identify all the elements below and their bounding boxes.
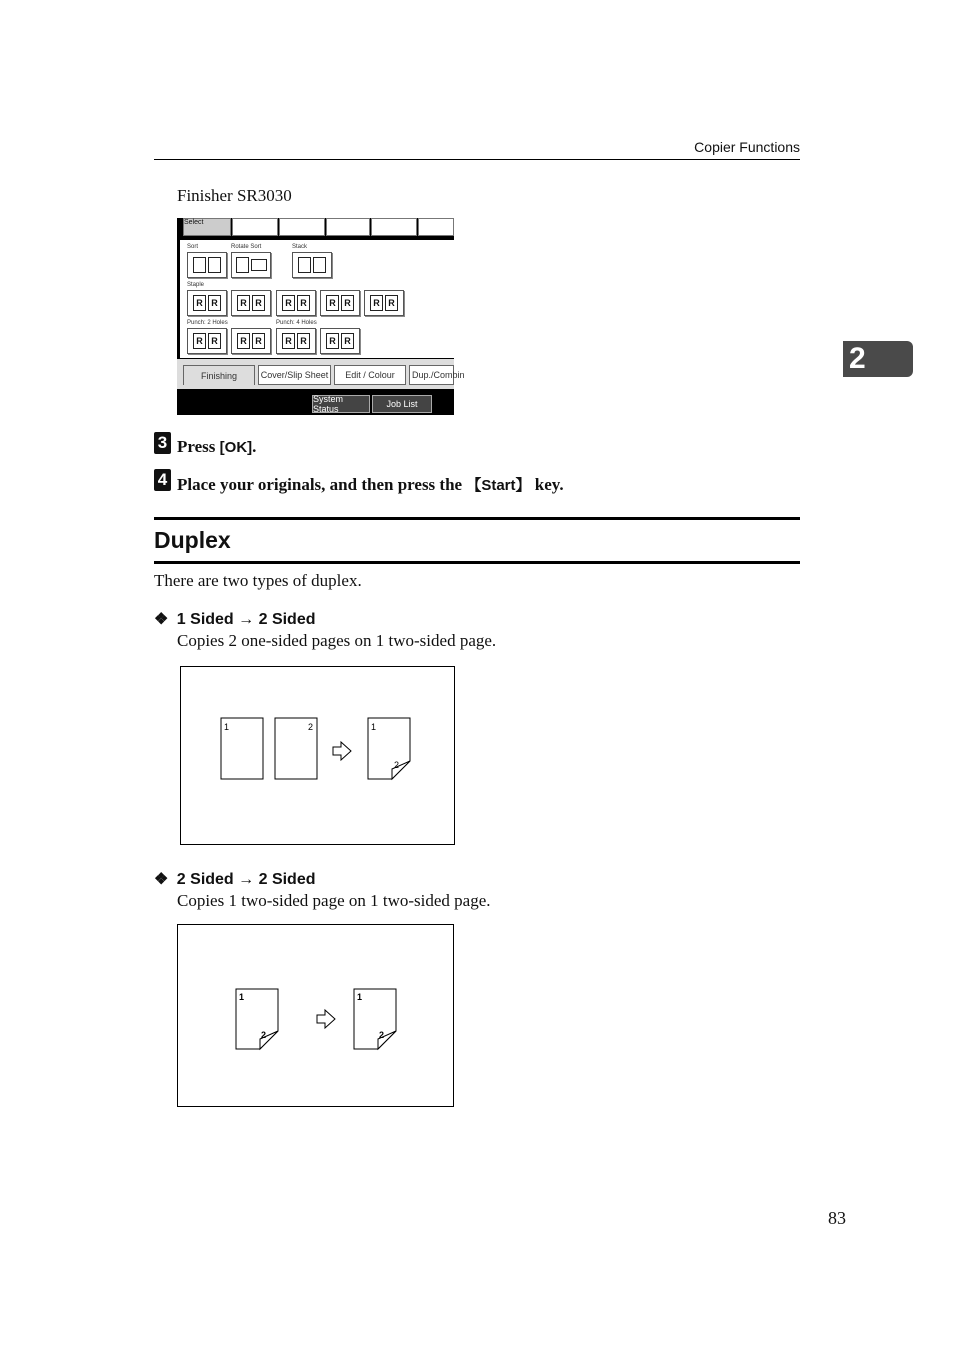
panel-top-row: [177, 218, 454, 238]
back-label: 2: [379, 1030, 385, 1040]
page-r-icon: R: [193, 333, 206, 349]
page-icon: [236, 257, 249, 273]
front-label: 1: [357, 992, 363, 1002]
page-r-icon: R: [370, 295, 383, 311]
page-r-icon: R: [326, 333, 339, 349]
page-r-icon: R: [252, 295, 265, 311]
page-r-icon: R: [208, 333, 221, 349]
chapter-number: 2: [849, 342, 866, 375]
tab-dup-combine[interactable]: Dup./Combin: [409, 365, 454, 385]
staple-option-button[interactable]: [320, 290, 360, 316]
header-rule: [154, 159, 800, 160]
page-r-icon: R: [252, 333, 265, 349]
step-text-end: key.: [530, 475, 564, 494]
section-intro: There are two types of duplex.: [154, 571, 362, 590]
page-r-icon: R: [237, 295, 250, 311]
figure-1-sided-to-2-sided: [180, 666, 455, 845]
panel-tab[interactable]: [279, 218, 325, 236]
front-label: 1: [239, 992, 245, 1002]
page-r-icon: R: [282, 333, 295, 349]
stack-button[interactable]: [292, 252, 332, 278]
page-r-icon: R: [297, 333, 310, 349]
ok-key: [OK]: [219, 439, 253, 456]
staple-label: Staple: [187, 282, 205, 288]
start-key: 【Start】: [466, 477, 531, 494]
page-r-icon: R: [282, 295, 295, 311]
punch-option-button[interactable]: [231, 328, 271, 354]
page-icon: [298, 257, 311, 273]
staple-option-button[interactable]: [364, 290, 404, 316]
system-status-button[interactable]: System Status: [312, 395, 370, 413]
item-2-heading: [154, 869, 316, 889]
punch-option-button[interactable]: [320, 328, 360, 354]
page-label-1: 1: [224, 722, 230, 732]
chapter-tab: [843, 341, 913, 377]
figure-caption: Finisher SR3030: [177, 186, 292, 205]
section-rule-bottom: [154, 561, 800, 564]
staple-option-button[interactable]: [231, 290, 271, 316]
running-header: Copier Functions: [694, 139, 800, 155]
page-label-2: 2: [308, 722, 314, 732]
sort-label: Sort: [187, 244, 199, 250]
panel-tab[interactable]: [326, 218, 370, 236]
page-r-icon: R: [341, 333, 354, 349]
page-icon: [208, 257, 221, 273]
duplex-diagram-2: [178, 925, 453, 1106]
back-label: 2: [394, 760, 400, 770]
page-r-icon: R: [385, 295, 398, 311]
back-label: 2: [261, 1030, 267, 1040]
step-3-text: [177, 437, 256, 457]
page-r-icon: R: [297, 295, 310, 311]
sort-button[interactable]: [187, 252, 227, 278]
function-tabs: [177, 359, 465, 389]
page-r-icon: R: [341, 295, 354, 311]
rotate-sort-button[interactable]: [231, 252, 271, 278]
select-tab[interactable]: [183, 218, 231, 236]
item-1-description: Copies 2 one-sided pages on 1 two-sided page.: [177, 631, 497, 650]
copier-panel-screenshot: [177, 218, 465, 415]
section-rule-top: [154, 517, 800, 520]
step-number: 3: [154, 432, 171, 454]
arrow-right-icon: [333, 742, 351, 760]
page-r-icon: R: [237, 333, 250, 349]
arrow-right-icon: [317, 1010, 335, 1028]
item-2-description: Copies 1 two-sided page on 1 two-sided page.: [177, 891, 491, 910]
figure-2-sided-to-2-sided: [177, 924, 454, 1107]
punch-4-holes-label: Punch: 4 Holes: [276, 320, 317, 326]
rotated-page-icon: [251, 259, 267, 271]
panel-tab[interactable]: [418, 218, 454, 236]
step-text: Place your originals, and then press the: [177, 475, 467, 494]
section-title: Duplex: [154, 527, 231, 553]
step-text: Press: [177, 437, 220, 456]
step-4-text: [177, 474, 564, 495]
staple-option-button[interactable]: [187, 290, 227, 316]
job-list-button[interactable]: Job List: [372, 395, 432, 413]
diamond-bullet-icon: ❖: [154, 871, 169, 888]
punch-option-button[interactable]: [276, 328, 316, 354]
step-number: 4: [154, 469, 171, 491]
page-r-icon: R: [208, 295, 221, 311]
step-text-end: .: [252, 437, 257, 456]
tab-cover-slip-sheet[interactable]: Cover/Slip Sheet: [258, 365, 331, 385]
rotate-sort-label: Rotate Sort: [231, 244, 262, 250]
item-1-title: 1 Sided → 2 Sided: [176, 611, 316, 628]
select-tab-label: Select: [184, 219, 204, 226]
page-number: 83: [828, 1208, 846, 1228]
finishing-options-area: [180, 240, 454, 358]
page-r-icon: R: [326, 295, 339, 311]
item-1-heading: [154, 609, 316, 629]
panel-tab[interactable]: [232, 218, 278, 236]
page-icon: [193, 257, 206, 273]
punch-2-holes-label: Punch: 2 Holes: [187, 320, 228, 326]
page-r-icon: R: [193, 295, 206, 311]
diamond-bullet-icon: ❖: [154, 611, 169, 628]
punch-option-button[interactable]: [187, 328, 227, 354]
tab-edit-colour[interactable]: Edit / Colour: [334, 365, 406, 385]
duplex-diagram-1: [181, 667, 454, 844]
staple-option-button[interactable]: [276, 290, 316, 316]
item-2-title: 2 Sided → 2 Sided: [176, 871, 316, 888]
stack-label: Stack: [292, 244, 308, 250]
page-icon: [313, 257, 326, 273]
front-label: 1: [371, 722, 377, 732]
panel-tab[interactable]: [371, 218, 417, 236]
tab-finishing[interactable]: Finishing: [183, 365, 255, 385]
